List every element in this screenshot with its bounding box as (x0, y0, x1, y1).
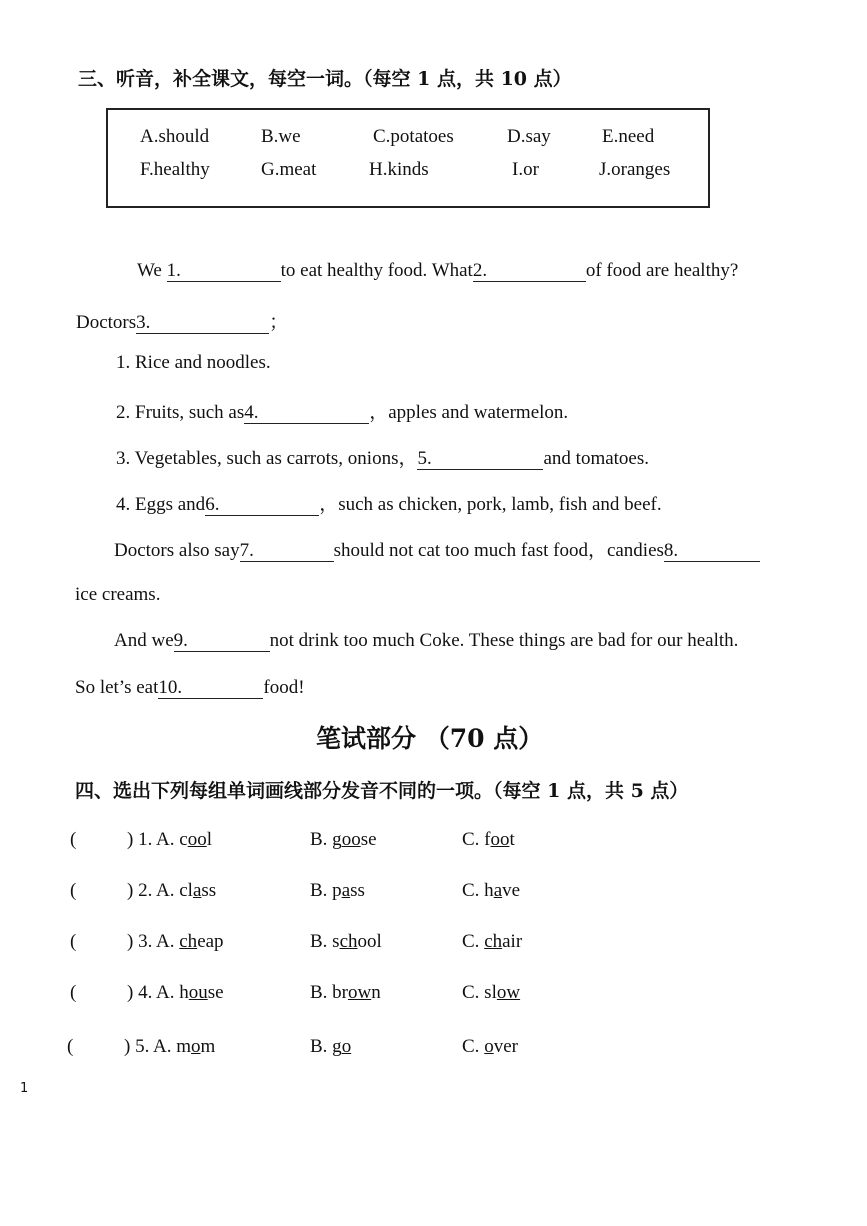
text: ( (67, 1036, 74, 1057)
text: So let’s eat (75, 677, 159, 698)
blank-1[interactable]: 1. (167, 261, 281, 282)
answer-bracket-open[interactable] (70, 982, 76, 1004)
option-e: E.need (602, 126, 655, 147)
text: ool (357, 931, 382, 952)
written-section-title: 笔试部分 （70 点） (316, 724, 544, 753)
text: eap (197, 931, 224, 952)
text: Doctors (76, 312, 137, 333)
text: ver (493, 1036, 518, 1057)
underlined-letters: a (192, 880, 202, 901)
text: l (206, 829, 212, 850)
underlined-letters: ch (179, 931, 198, 952)
option-c (462, 982, 520, 1004)
section4-heading: 四、选出下列每组单词画线部分发音不同的一项。（每空 1 点，共 5 点） (75, 780, 689, 802)
section3-heading: 三、听音，补全课文，每空一词。（每空 1 点，共 10 点） (78, 68, 572, 90)
option-b (310, 829, 377, 851)
text: ) 1. A. (127, 829, 180, 850)
underlined-letters: ow (348, 982, 372, 1003)
answer-bracket-open[interactable] (70, 931, 76, 953)
option-a (127, 931, 224, 953)
text: ( (70, 982, 77, 1003)
text: t (509, 829, 515, 850)
option-d: D.say (507, 126, 551, 147)
text: C. f (462, 829, 491, 850)
option-j: J.oranges (599, 159, 671, 180)
text: ( (70, 931, 77, 952)
text: ) 3. A. (127, 931, 180, 952)
passage-line-1 (137, 260, 738, 282)
text: food! (263, 677, 305, 698)
option-a: A.should (140, 126, 210, 147)
passage-line-10 (75, 677, 305, 699)
option-c (462, 931, 522, 953)
answer-bracket-open[interactable] (70, 880, 76, 902)
text: C. (462, 1036, 485, 1057)
option-h: H.kinds (369, 159, 429, 180)
text: ss (350, 880, 365, 901)
option-c: C.potatoes (373, 126, 454, 147)
option-b (310, 931, 382, 953)
blank-5[interactable]: 5. (417, 449, 543, 470)
option-b (310, 982, 381, 1004)
text: cl (179, 880, 193, 901)
text: se (360, 829, 377, 850)
underlined-letters: oo (490, 829, 510, 850)
text: ve (502, 880, 521, 901)
text: not drink too much Coke. These things are bad for our health. (269, 630, 739, 651)
option-b: B.we (261, 126, 301, 147)
text: And we (114, 630, 174, 651)
blank-2[interactable]: 2. (473, 261, 586, 282)
blank-8[interactable]: 8. (664, 541, 760, 562)
underlined-letters: o (191, 1036, 201, 1057)
text: ) 5. A. (124, 1036, 177, 1057)
text: ( (70, 829, 77, 850)
text: B. br (310, 982, 348, 1003)
underlined-letters: o (484, 1036, 494, 1057)
blank-9[interactable]: 9. (174, 631, 270, 652)
option-a (124, 1036, 215, 1058)
passage-line-7 (114, 535, 760, 562)
underlined-letters: a (493, 880, 503, 901)
text: Doctors also say (114, 540, 240, 561)
text: ) 4. A. (127, 982, 180, 1003)
answer-bracket-open[interactable] (67, 1036, 73, 1058)
text: se (207, 982, 224, 1003)
passage-line-8: ice creams. (75, 584, 161, 605)
underlined-letters: oo (187, 829, 207, 850)
underlined-letters: a (341, 880, 351, 901)
text: C. sl (462, 982, 497, 1003)
underlined-letters: ch (484, 931, 503, 952)
underlined-letters: ou (188, 982, 208, 1003)
text: 4. Eggs and (116, 494, 206, 515)
text: air (502, 931, 523, 952)
blank-3[interactable]: 3. (136, 313, 269, 334)
text: B. p (310, 880, 342, 901)
option-g: G.meat (261, 159, 317, 180)
text: to eat healthy food. What (280, 260, 473, 281)
text: of food are healthy? (585, 260, 739, 281)
option-c (462, 829, 515, 851)
option-b (310, 880, 365, 902)
text: c (179, 829, 188, 850)
option-a (127, 880, 216, 902)
option-c (462, 880, 520, 902)
text: ( (70, 880, 77, 901)
text: ，such as chicken, pork, lamb, fish and beef. (319, 494, 662, 515)
text: We (137, 260, 167, 281)
passage-line-6 (116, 489, 662, 516)
text: B. s (310, 931, 340, 952)
text: B. g (310, 829, 342, 850)
underlined-letters: oo (341, 829, 361, 850)
text: should not cat too much fast food，candies (333, 540, 664, 561)
passage-line-9 (114, 630, 738, 652)
blank-4[interactable]: 4. (244, 403, 369, 424)
passage-line-4 (116, 397, 568, 424)
text: n (371, 982, 381, 1003)
page-number: 1 (20, 1081, 29, 1096)
answer-bracket-open[interactable] (70, 829, 76, 851)
text: C. (462, 931, 485, 952)
text: ) 2. A. (127, 880, 180, 901)
blank-7[interactable]: 7. (240, 541, 334, 562)
option-c (462, 1036, 518, 1058)
text: ss (201, 880, 217, 901)
blank-10[interactable]: 10. (158, 678, 263, 699)
underlined-letters: o (341, 1036, 352, 1057)
text: h (179, 982, 189, 1003)
option-f: F.healthy (140, 159, 210, 180)
passage-line-3: 1. Rice and noodles. (116, 352, 271, 373)
passage-line-5 (116, 443, 649, 470)
text: B. g (310, 1036, 342, 1057)
option-i: I.or (512, 159, 539, 180)
option-b (310, 1036, 351, 1058)
passage-line-2 (76, 307, 288, 334)
option-a (127, 829, 212, 851)
underlined-letters: ch (339, 931, 358, 952)
text: 2. Fruits, such as (116, 402, 245, 423)
text: m (176, 1036, 192, 1057)
text: 3. Vegetables, such as carrots, onions， (116, 448, 418, 469)
blank-6[interactable]: 6. (205, 495, 319, 516)
text: ； (269, 312, 289, 333)
text: and tomatoes. (543, 448, 650, 469)
text: C. h (462, 880, 494, 901)
word-bank-box (106, 108, 710, 208)
option-a (127, 982, 224, 1004)
text: ，apples and watermelon. (369, 402, 569, 423)
underlined-letters: ow (496, 982, 521, 1003)
text: m (200, 1036, 216, 1057)
